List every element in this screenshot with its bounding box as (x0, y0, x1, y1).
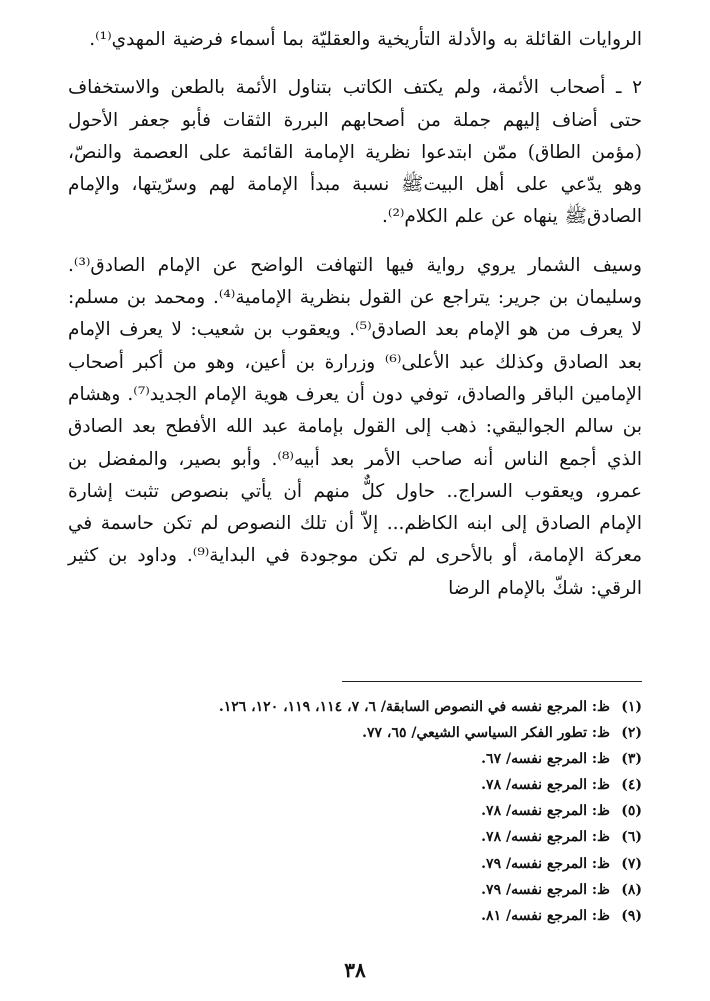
footnote-3 (68, 746, 642, 772)
footnote-text: ظ: تطور الفكر السياسي الشيعي/ ٦٥، ٧٧. (362, 725, 610, 742)
footnote-text: ظ: المرجع نفسه/ ٧٩. (481, 881, 610, 898)
footnote-number: (٣) (621, 751, 642, 768)
footnote-text: ظ: المرجع نفسه/ ٧٨. (481, 777, 610, 794)
footnote-5 (68, 798, 642, 824)
footnote-number: (٢) (621, 725, 642, 742)
footnote-text: ظ: المرجع نفسه/ ٧٨. (481, 803, 610, 820)
body-text (68, 24, 642, 605)
page-number: ٣٨ (344, 958, 366, 982)
paragraph-2: ٢ ـ أصحاب الأئمة، ولم يكتف الكاتب بتناول الأئمة بالطعن والاستخفاف حتى أضاف إليهم جملة من أصحابهم البررة الثقات فأبو جعفر الأحول (مؤمن الطاق) ممّن ابتدعوا نظرية الإمامة القائمة على العصمة والنصّ، وهو يدّعي على أهل البيتﷺ نسبة مبدأ الإمامة لهم وسرّيتها، والإمام الصادقﷺ ينهاه عن علم الكلام⁽²⁾. (68, 77, 642, 228)
footnote-number: (٤) (621, 777, 642, 794)
footnote-6 (68, 824, 642, 850)
paragraph-3: وسيف الشمار يروي رواية فيها التهافت الواضح عن الإمام الصادق⁽³⁾. وسليمان بن جرير: يتراجع عن القول بنظرية الإمامية⁽⁴⁾. ومحمد بن مسلم: لا يعرف من هو الإمام بعد الصادق⁽⁵⁾. ويعقوب بن شعيب: لا يعرف الإمام بعد الصادق وكذلك عبد الأعلى⁽⁶⁾ وزرارة بن أعين، وهو من أكبر أصحاب الإمامين الباقر والصادق، توفي دون أن يعرف هوية الإمام الجديد⁽⁷⁾. وهشام بن سالم الجواليقي: ذهب إلى القول بإمامة عبد الله الأفطح بعد الصادق الذي أجمع الناس أنه صاحب الأمر بعد أبيه⁽⁸⁾. وأبو بصير، والمفضل بن عمرو، ويعقوب السراج.. حاول كلٌّ منهم أن يأتي بنصوص تثبت إشارة الإمام الصادق إلى ابنه الكاظم... إلاّ أن تلك النصوص لم تكن حاسمة في معركة الإمامة، أو بالأحرى لم تكن موجودة في البداية⁽⁹⁾. وداود بن كثير الرقي: شكّ بالإمام الرضا (68, 254, 643, 599)
footnote-2 (68, 720, 642, 746)
footnote-7 (68, 851, 642, 877)
footnote-text: ظ: المرجع نفسه/ ٧٨. (481, 829, 610, 846)
paragraph-1: الروايات القائلة به والأدلة التأريخية والعقليّة بما أسماء فرضية المهدي⁽¹⁾. (89, 29, 642, 50)
footnote-number: (٥) (621, 803, 642, 820)
footnote-8 (68, 877, 642, 903)
footnote-separator (342, 681, 642, 682)
footnote-4 (68, 772, 642, 798)
footnote-number: (٩) (621, 907, 642, 924)
footnote-text: ظ: المرجع نفسه/ ٨١. (481, 907, 610, 924)
footnote-text: ظ: المرجع نفسه في النصوص السابقة/ ٦، ٧، ١١٤، ١١٩، ١٢٠، ١٢٦. (218, 699, 610, 715)
footnote-number: (١) (621, 699, 642, 715)
footnote-9 (68, 903, 642, 929)
footnote-number: (٨) (621, 881, 642, 898)
footnote-text: ظ: المرجع نفسه/ ٦٧. (481, 751, 610, 768)
footnote-number: (٦) (621, 829, 642, 846)
footnote-number: (٧) (621, 855, 642, 872)
footnote-1 (68, 694, 642, 720)
footnote-text: ظ: المرجع نفسه/ ٧٩. (481, 855, 610, 872)
footnotes-list (68, 694, 642, 929)
